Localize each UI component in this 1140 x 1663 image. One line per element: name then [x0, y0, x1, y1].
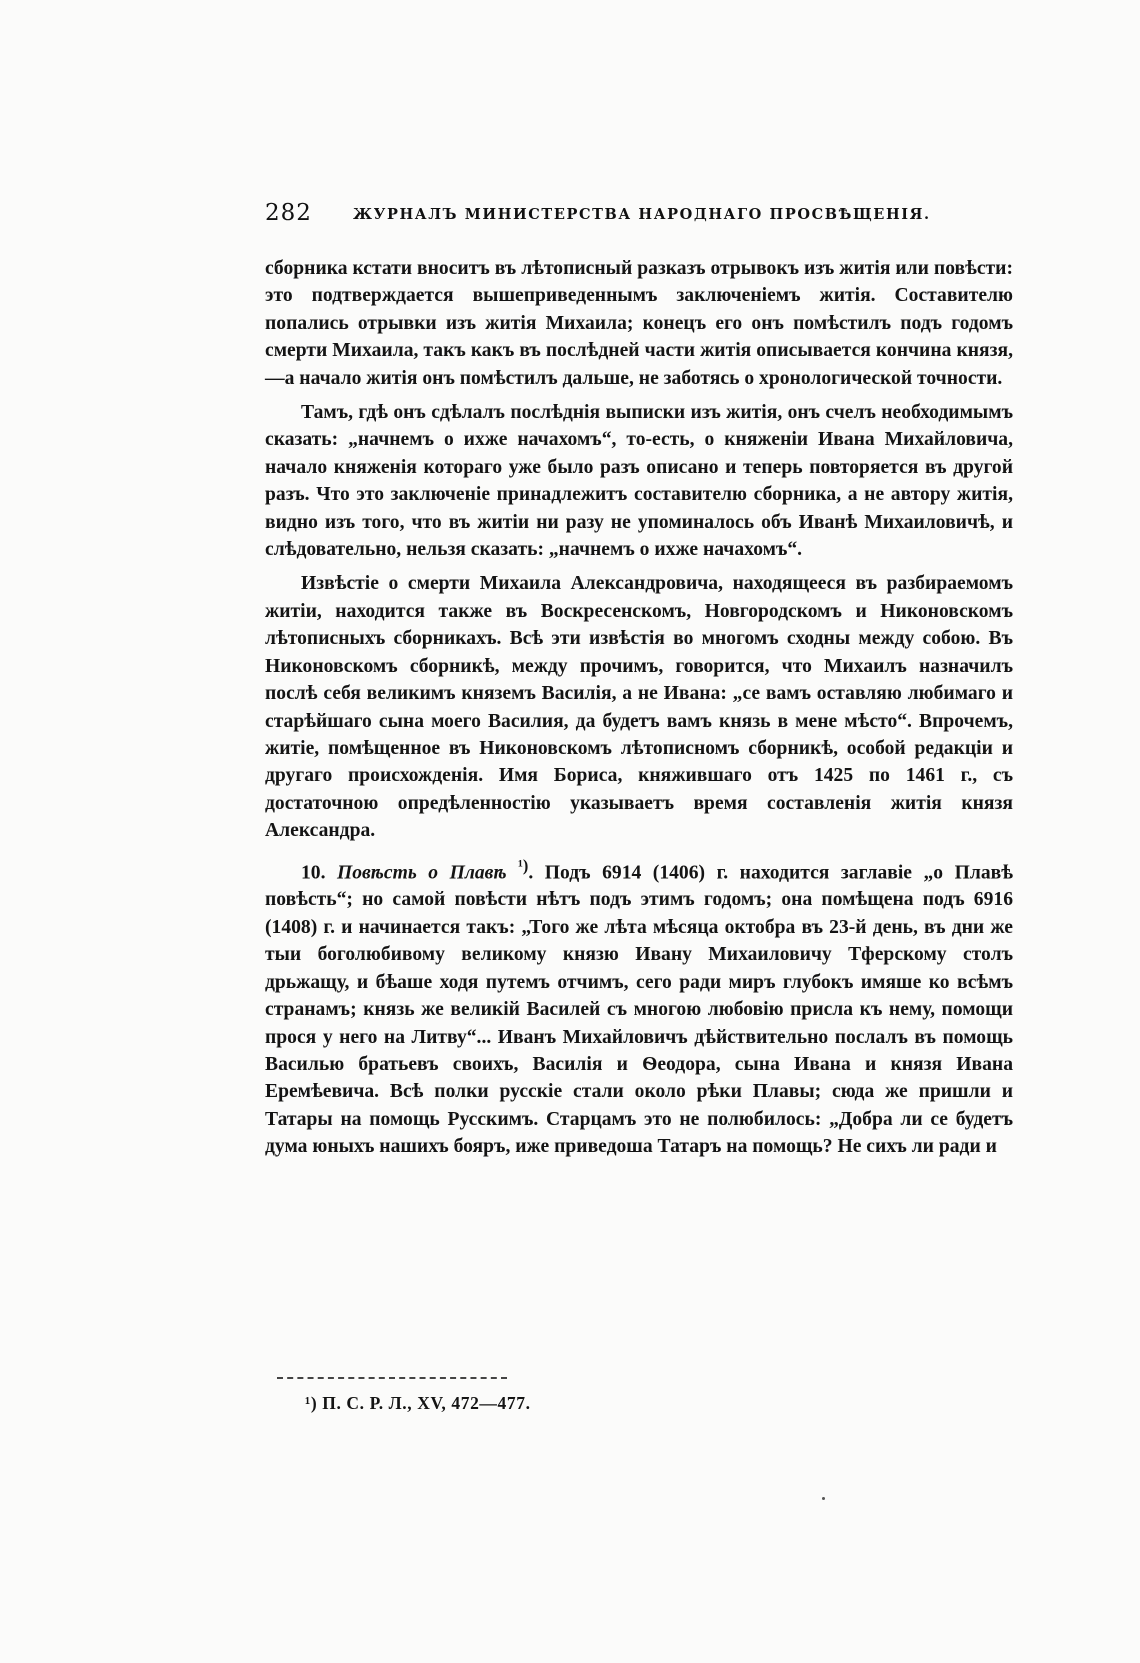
footnote-reference: ¹): [518, 855, 529, 875]
paragraph-4-body: . Подъ 6914 (1406) г. находится заглавіе „о Плавѣ повѣсть“; но самой повѣсти нѣтъ подъ этимъ годомъ; она помѣщена подъ 6916 (1408) г. и начинается такъ: „Того же лѣта мѣсяца октобра въ 23-й день, въ дни же тыи боголюбивому великому князю Ивану Михаиловичу Тферскому столъ дрьжащу, и бѣаше ходя путемъ отчимъ, сего ради миръ глубокъ имяше ко всѣмъ странамъ; князь же великій Василей съ многою любовію присла къ нему, помощи прося у него на Литву“... Иванъ Михайловичъ дѣйствительно послалъ въ помощь Василью братьевъ своихъ, Василія и Ѳеодора, сына Ивана и князя Ивана Еремѣевича. Всѣ полки русскіе стали около рѣки Плавы; сюда же пришли и Татары на помощь Русскимъ. Старцамъ это не полюбилось: „Добра ли се будетъ дума юныхъ нашихъ бояръ, иже приведоша Татаръ на помощь? Не сихъ ли ради и: [265, 862, 1013, 1158]
body-text: [265, 255, 1013, 1168]
paragraph-1: сборника кстати вноситъ въ лѣтописный разказъ отрывокъ изъ житія или повѣсти: это подтверждается вышеприведеннымъ заключеніемъ житія. Составителю попались отрывки изъ житія Михаила; конецъ его онъ помѣстилъ подъ годомъ смерти Михаила, такъ какъ въ послѣдней части житія описывается кончина князя,—а начало житія онъ помѣстилъ дальше, не заботясь о хронологической точности.: [265, 258, 1013, 389]
footnote-divider: [277, 1377, 507, 1379]
running-title: ЖУРНАЛЪ МИНИСТЕРСТВА НАРОДНАГО ПРОСВѢЩЕНІЯ.: [353, 206, 931, 223]
paragraph-4: [265, 852, 1013, 1161]
page-number: 282: [265, 200, 312, 226]
page-header: [265, 200, 1015, 230]
section-title: Повѣсть о Плавѣ: [337, 862, 507, 884]
paragraph-2: Тамъ, гдѣ онъ сдѣлалъ послѣднія выписки изъ житія, онъ счелъ необходимымъ сказать: „начнемъ о ихже начахомъ“, то-есть, о княженіи Ивана Михайловича, начало княженія котораго уже было разъ описано и теперь повторяется въ другой разъ. Что это заключеніе принадлежитъ составителю сборника, а не автору житія, видно изъ того, что въ житіи ни разу не упоминалось объ Иванѣ Михаиловичѣ, и слѣдовательно, нельзя сказать: „начнемъ о ихже начахомъ“.: [265, 402, 1013, 561]
footnote: ¹) П. С. Р. Л., XV, 472—477.: [305, 1393, 531, 1413]
section-number: 10.: [301, 862, 326, 884]
paragraph-3: Извѣстіе о смерти Михаила Александровича, находящееся въ разбираемомъ житіи, находится также въ Воскресенскомъ, Новгородскомъ и Никоновскомъ лѣтописныхъ сборникахъ. Всѣ эти извѣстія во многомъ сходны между собою. Въ Никоновскомъ сборникѣ, между прочимъ, говорится, что Михаилъ назначилъ послѣ себя великимъ княземъ Василія, а не Ивана: „се вамъ оставляю любимаго и старѣйшаго сына моего Василия, да будетъ вамъ князь в мене мѣсто“. Впрочемъ, житіе, помѣщенное въ Никоновскомъ лѣтописномъ сборникѣ, особой редакціи и другаго происхожденія. Имя Бориса, княжившаго отъ 1425 по 1461 г., съ достаточною опредѣленностію указываетъ время составленія житія князя Александра.: [265, 573, 1013, 842]
print-speck: [822, 1497, 825, 1500]
